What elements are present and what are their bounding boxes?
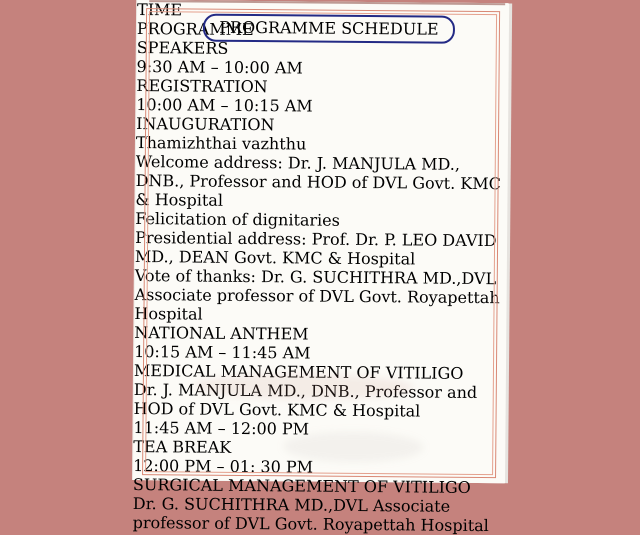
- scanned-page: [132, 0, 509, 535]
- speaker-item-welcome-address: Welcome address: Dr. J. MANJULA MD., DNB., Professor and HOD of DVL Govt. KMC & Hospital: [135, 152, 501, 210]
- column-header-programme: PROGRAMME: [136, 19, 254, 40]
- column-header-time: TIME: [137, 0, 183, 20]
- programme-cell: REGISTRATION: [136, 76, 268, 97]
- time-cell: 9:30 AM – 10:00 AM: [136, 57, 303, 78]
- time-cell: 10:15 AM – 11:45 AM: [134, 342, 311, 363]
- speaker-item-felicitation: Felicitation of dignitaries: [135, 209, 340, 230]
- programme-cell: MEDICAL MANAGEMENT OF VITILIGO: [133, 361, 464, 383]
- decorative-frame: [142, 8, 500, 478]
- speakers-cell: Dr. J. MANJULA MD., DNB., Professor and HOD of DVL Govt. KMC & Hospital: [133, 380, 478, 421]
- speaker-item-vote-of-thanks: Vote of thanks: Dr. G. SUCHITHRA MD.,DVL Associate professor of DVL Govt. Royapettah Hospital: [134, 266, 500, 324]
- speaker-item-national-anthem: NATIONAL ANTHEM: [134, 323, 309, 344]
- programme-cell: SURGICAL MANAGEMENT OF VITILIGO: [132, 475, 471, 497]
- column-header-speakers: SPEAKERS: [136, 38, 229, 58]
- speakers-cell: Dr. G. SUCHITHRA MD.,DVL Associate professor of DVL Govt. Royapettah Hospital: [132, 493, 489, 535]
- programme-cell: INAUGURATION: [136, 114, 275, 135]
- title-pill: [203, 14, 455, 44]
- programme-cell: TEA BREAK: [133, 437, 232, 457]
- speaker-item-presidential-address: Presidential address: Prof. Dr. P. LEO DAVID MD., DEAN Govt. KMC & Hospital: [134, 228, 497, 269]
- decorative-frame-inner: [145, 11, 497, 475]
- time-cell: 10:00 AM – 10:15 AM: [136, 95, 313, 116]
- time-cell: 11:45 AM – 12:00 PM: [133, 418, 310, 439]
- speaker-item-thamizhthai-vazhthu: Thamizhthai vazhthu: [135, 133, 307, 154]
- page-title: PROGRAMME SCHEDULE: [219, 17, 439, 39]
- title-banner: [137, 13, 509, 44]
- time-cell: 12:00 PM – 01: 30 PM: [133, 456, 314, 477]
